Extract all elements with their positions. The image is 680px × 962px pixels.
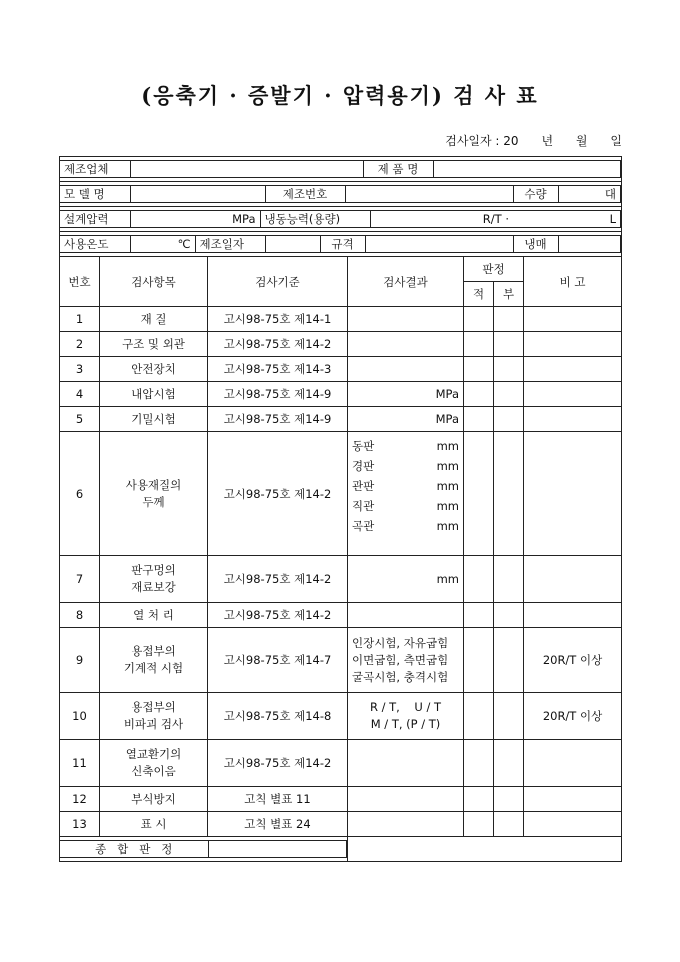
row-item: 기밀시험 <box>100 407 208 432</box>
overall-judgement-wrap <box>60 837 348 862</box>
row-item: 부식방지 <box>100 787 208 812</box>
result-line: R / T, U / T <box>369 700 442 714</box>
spec-label: 규격 <box>320 236 365 253</box>
row-item: 표 시 <box>100 812 208 837</box>
row-remarks[interactable] <box>524 307 622 332</box>
row-no: 10 <box>60 693 100 740</box>
row-remarks[interactable] <box>524 603 622 628</box>
table-row <box>60 357 622 382</box>
capacity-l-unit[interactable]: L <box>513 211 621 228</box>
table-row <box>60 812 622 837</box>
row-remarks[interactable] <box>524 332 622 357</box>
row-item: 내압시험 <box>100 382 208 407</box>
quantity-unit[interactable]: 대 <box>558 186 621 203</box>
row-no: 3 <box>60 357 100 382</box>
col-header-standard: 검사기준 <box>208 257 348 307</box>
row-no: 2 <box>60 332 100 357</box>
thickness-part: 동판 mm <box>352 439 459 453</box>
header-row-4 <box>60 232 622 257</box>
spec-field[interactable] <box>365 236 513 253</box>
thickness-part: 직관 mm <box>352 499 459 513</box>
row-result[interactable] <box>348 603 464 628</box>
design-pressure-unit[interactable]: MPa <box>130 211 260 228</box>
row-result[interactable] <box>348 812 464 837</box>
row-remarks[interactable] <box>524 556 622 603</box>
result-line: 굴곡시험, 충격시험 <box>352 669 449 684</box>
row-pass-cell[interactable] <box>464 628 494 693</box>
row-remarks[interactable] <box>524 432 622 556</box>
row-fail-cell[interactable] <box>494 740 524 787</box>
overall-judgement-field-ext[interactable] <box>348 837 622 862</box>
row-remarks[interactable] <box>524 787 622 812</box>
row-standard: 고시98-75호 제14-2 <box>208 332 348 357</box>
refrigerant-label: 냉매 <box>513 236 558 253</box>
row-item <box>100 556 208 603</box>
thickness-part: 관판 mm <box>352 479 459 493</box>
row-remarks[interactable] <box>524 407 622 432</box>
capacity-rt-unit[interactable]: R/T · <box>370 211 513 228</box>
row-standard: 고칙 별표 24 <box>208 812 348 837</box>
row-result-unit[interactable]: MPa <box>348 407 464 432</box>
row-standard: 고시98-75호 제14-8 <box>208 693 348 740</box>
table-row <box>60 693 622 740</box>
design-pressure-label: 설계압력 <box>60 211 130 228</box>
col-header-item: 검사항목 <box>100 257 208 307</box>
row-fail-cell[interactable] <box>494 407 524 432</box>
table-row <box>60 740 622 787</box>
row-fail-cell[interactable] <box>494 357 524 382</box>
col-header-result: 검사결과 <box>348 257 464 307</box>
row-item-line2: 비파괴 검사 <box>123 717 184 731</box>
row-result-ndt[interactable] <box>348 693 464 740</box>
row-no: 1 <box>60 307 100 332</box>
manufacture-date-field[interactable] <box>265 236 320 253</box>
serial-label: 제조번호 <box>265 186 345 203</box>
row-fail-cell[interactable] <box>494 693 524 740</box>
row-item: 열 처 리 <box>100 603 208 628</box>
row-standard: 고시98-75호 제14-2 <box>208 432 348 556</box>
row-result[interactable] <box>348 307 464 332</box>
table-row <box>60 787 622 812</box>
row-fail-cell[interactable] <box>494 332 524 357</box>
table-row <box>60 556 622 603</box>
row-standard: 고시98-75호 제14-2 <box>208 603 348 628</box>
thickness-part: 곡관 mm <box>352 519 459 533</box>
row-standard: 고시98-75호 제14-9 <box>208 407 348 432</box>
row-item: 안전장치 <box>100 357 208 382</box>
row-pass-cell[interactable] <box>464 812 494 837</box>
col-header-judgement: 판정 <box>464 257 524 282</box>
row-item-line2: 기계적 시험 <box>123 661 184 675</box>
table-row <box>60 603 622 628</box>
page-title: (응축기 · 증발기 · 압력용기) 검 사 표 <box>141 83 539 108</box>
thickness-part: 경판 mm <box>352 459 459 473</box>
row-item-line1: 사용재질의 <box>125 477 182 492</box>
product-field[interactable] <box>433 161 621 178</box>
row-no: 5 <box>60 407 100 432</box>
inspection-table <box>59 156 622 862</box>
row-no: 6 <box>60 432 100 556</box>
row-item-line2: 신축이음 <box>131 764 176 778</box>
row-remarks[interactable] <box>524 357 622 382</box>
row-pass-cell[interactable] <box>464 332 494 357</box>
table-row <box>60 628 622 693</box>
row-fail-cell[interactable] <box>494 556 524 603</box>
row-pass-cell[interactable] <box>464 603 494 628</box>
overall-judgement-label: 종 합 판 정 <box>60 841 208 858</box>
row-item <box>100 628 208 693</box>
row-no: 9 <box>60 628 100 693</box>
row-pass-cell[interactable] <box>464 556 494 603</box>
result-line: M / T, (P / T) <box>370 717 441 731</box>
col-header-remarks: 비 고 <box>524 257 622 307</box>
result-line: 인장시험, 자유굽힘 <box>352 635 449 650</box>
row-fail-cell[interactable] <box>494 603 524 628</box>
row-fail-cell[interactable] <box>494 307 524 332</box>
row-no: 11 <box>60 740 100 787</box>
row-no: 8 <box>60 603 100 628</box>
overall-judgement-row <box>60 837 622 862</box>
row-fail-cell[interactable] <box>494 812 524 837</box>
row-result[interactable] <box>348 332 464 357</box>
row-remarks[interactable] <box>524 382 622 407</box>
refrigerant-field[interactable] <box>558 236 621 253</box>
manufacture-date-label: 제조일자 <box>195 236 265 253</box>
row-fail-cell[interactable] <box>494 382 524 407</box>
table-row <box>60 407 622 432</box>
serial-field[interactable] <box>345 186 513 203</box>
row-result-unit[interactable]: mm <box>348 556 464 603</box>
row-remarks[interactable]: 20R/T 이상 <box>524 628 622 693</box>
row-pass-cell[interactable] <box>464 357 494 382</box>
row-fail-cell[interactable] <box>494 787 524 812</box>
row-standard: 고시98-75호 제14-3 <box>208 357 348 382</box>
table-row <box>60 332 622 357</box>
row-item <box>100 432 208 556</box>
overall-judgement-field[interactable] <box>208 841 347 858</box>
row-remarks[interactable] <box>524 812 622 837</box>
header-row-2 <box>60 182 622 207</box>
header-row-1 <box>60 157 622 182</box>
col-header-fail: 부 <box>494 282 524 307</box>
table-row <box>60 307 622 332</box>
row-item-line2: 두께 <box>142 494 165 509</box>
row-result-tests[interactable] <box>348 628 464 693</box>
row-no: 4 <box>60 382 100 407</box>
model-field[interactable] <box>130 186 265 203</box>
row-pass-cell[interactable] <box>464 432 494 556</box>
row-fail-cell[interactable] <box>494 628 524 693</box>
maker-field[interactable] <box>130 161 363 178</box>
row-pass-cell[interactable] <box>464 382 494 407</box>
row-standard: 고칙 별표 11 <box>208 787 348 812</box>
row-item-line1: 열교환기의 <box>125 747 182 761</box>
col-header-no: 번호 <box>60 257 100 307</box>
temperature-unit[interactable]: ℃ <box>130 236 195 253</box>
row-standard: 고시98-75호 제14-9 <box>208 382 348 407</box>
row-pass-cell[interactable] <box>464 407 494 432</box>
row-item: 재 질 <box>100 307 208 332</box>
model-label: 모 델 명 <box>60 186 130 203</box>
row-result[interactable] <box>348 357 464 382</box>
row-item-line1: 용접부의 <box>131 644 176 658</box>
row-no: 7 <box>60 556 100 603</box>
row-pass-cell[interactable] <box>464 693 494 740</box>
row-standard: 고시98-75호 제14-1 <box>208 307 348 332</box>
temperature-label: 사용온도 <box>60 236 130 253</box>
row-pass-cell[interactable] <box>464 787 494 812</box>
row-pass-cell[interactable] <box>464 307 494 332</box>
row-item <box>100 740 208 787</box>
row-result[interactable] <box>348 740 464 787</box>
maker-label: 제조업체 <box>60 161 130 178</box>
header-row-3 <box>60 207 622 232</box>
product-label: 제 품 명 <box>363 161 433 178</box>
row-remarks[interactable] <box>524 740 622 787</box>
row-no: 13 <box>60 812 100 837</box>
row-result-thickness[interactable] <box>348 432 464 556</box>
row-standard: 고시98-75호 제14-2 <box>208 740 348 787</box>
row-item-line1: 용접부의 <box>131 700 176 714</box>
row-no: 12 <box>60 787 100 812</box>
row-item: 구조 및 외관 <box>100 332 208 357</box>
row-pass-cell[interactable] <box>464 740 494 787</box>
row-standard: 고시98-75호 제14-2 <box>208 556 348 603</box>
capacity-label: 냉동능력(용량) <box>260 211 370 228</box>
inspection-date: 검사일자 : 20 년 월 일 <box>445 134 622 148</box>
row-item <box>100 693 208 740</box>
quantity-label: 수량 <box>513 186 558 203</box>
row-fail-cell[interactable] <box>494 432 524 556</box>
row-standard: 고시98-75호 제14-7 <box>208 628 348 693</box>
row-item-line1: 판구멍의 <box>131 563 176 577</box>
result-line: 이면굽힘, 측면굽힘 <box>352 652 449 667</box>
row-remarks[interactable]: 20R/T 이상 <box>524 693 622 740</box>
col-header-pass: 적 <box>464 282 494 307</box>
table-row <box>60 432 622 556</box>
row-item-line2: 재료보강 <box>131 580 176 594</box>
table-row <box>60 382 622 407</box>
row-result[interactable] <box>348 787 464 812</box>
row-result-unit[interactable]: MPa <box>348 382 464 407</box>
